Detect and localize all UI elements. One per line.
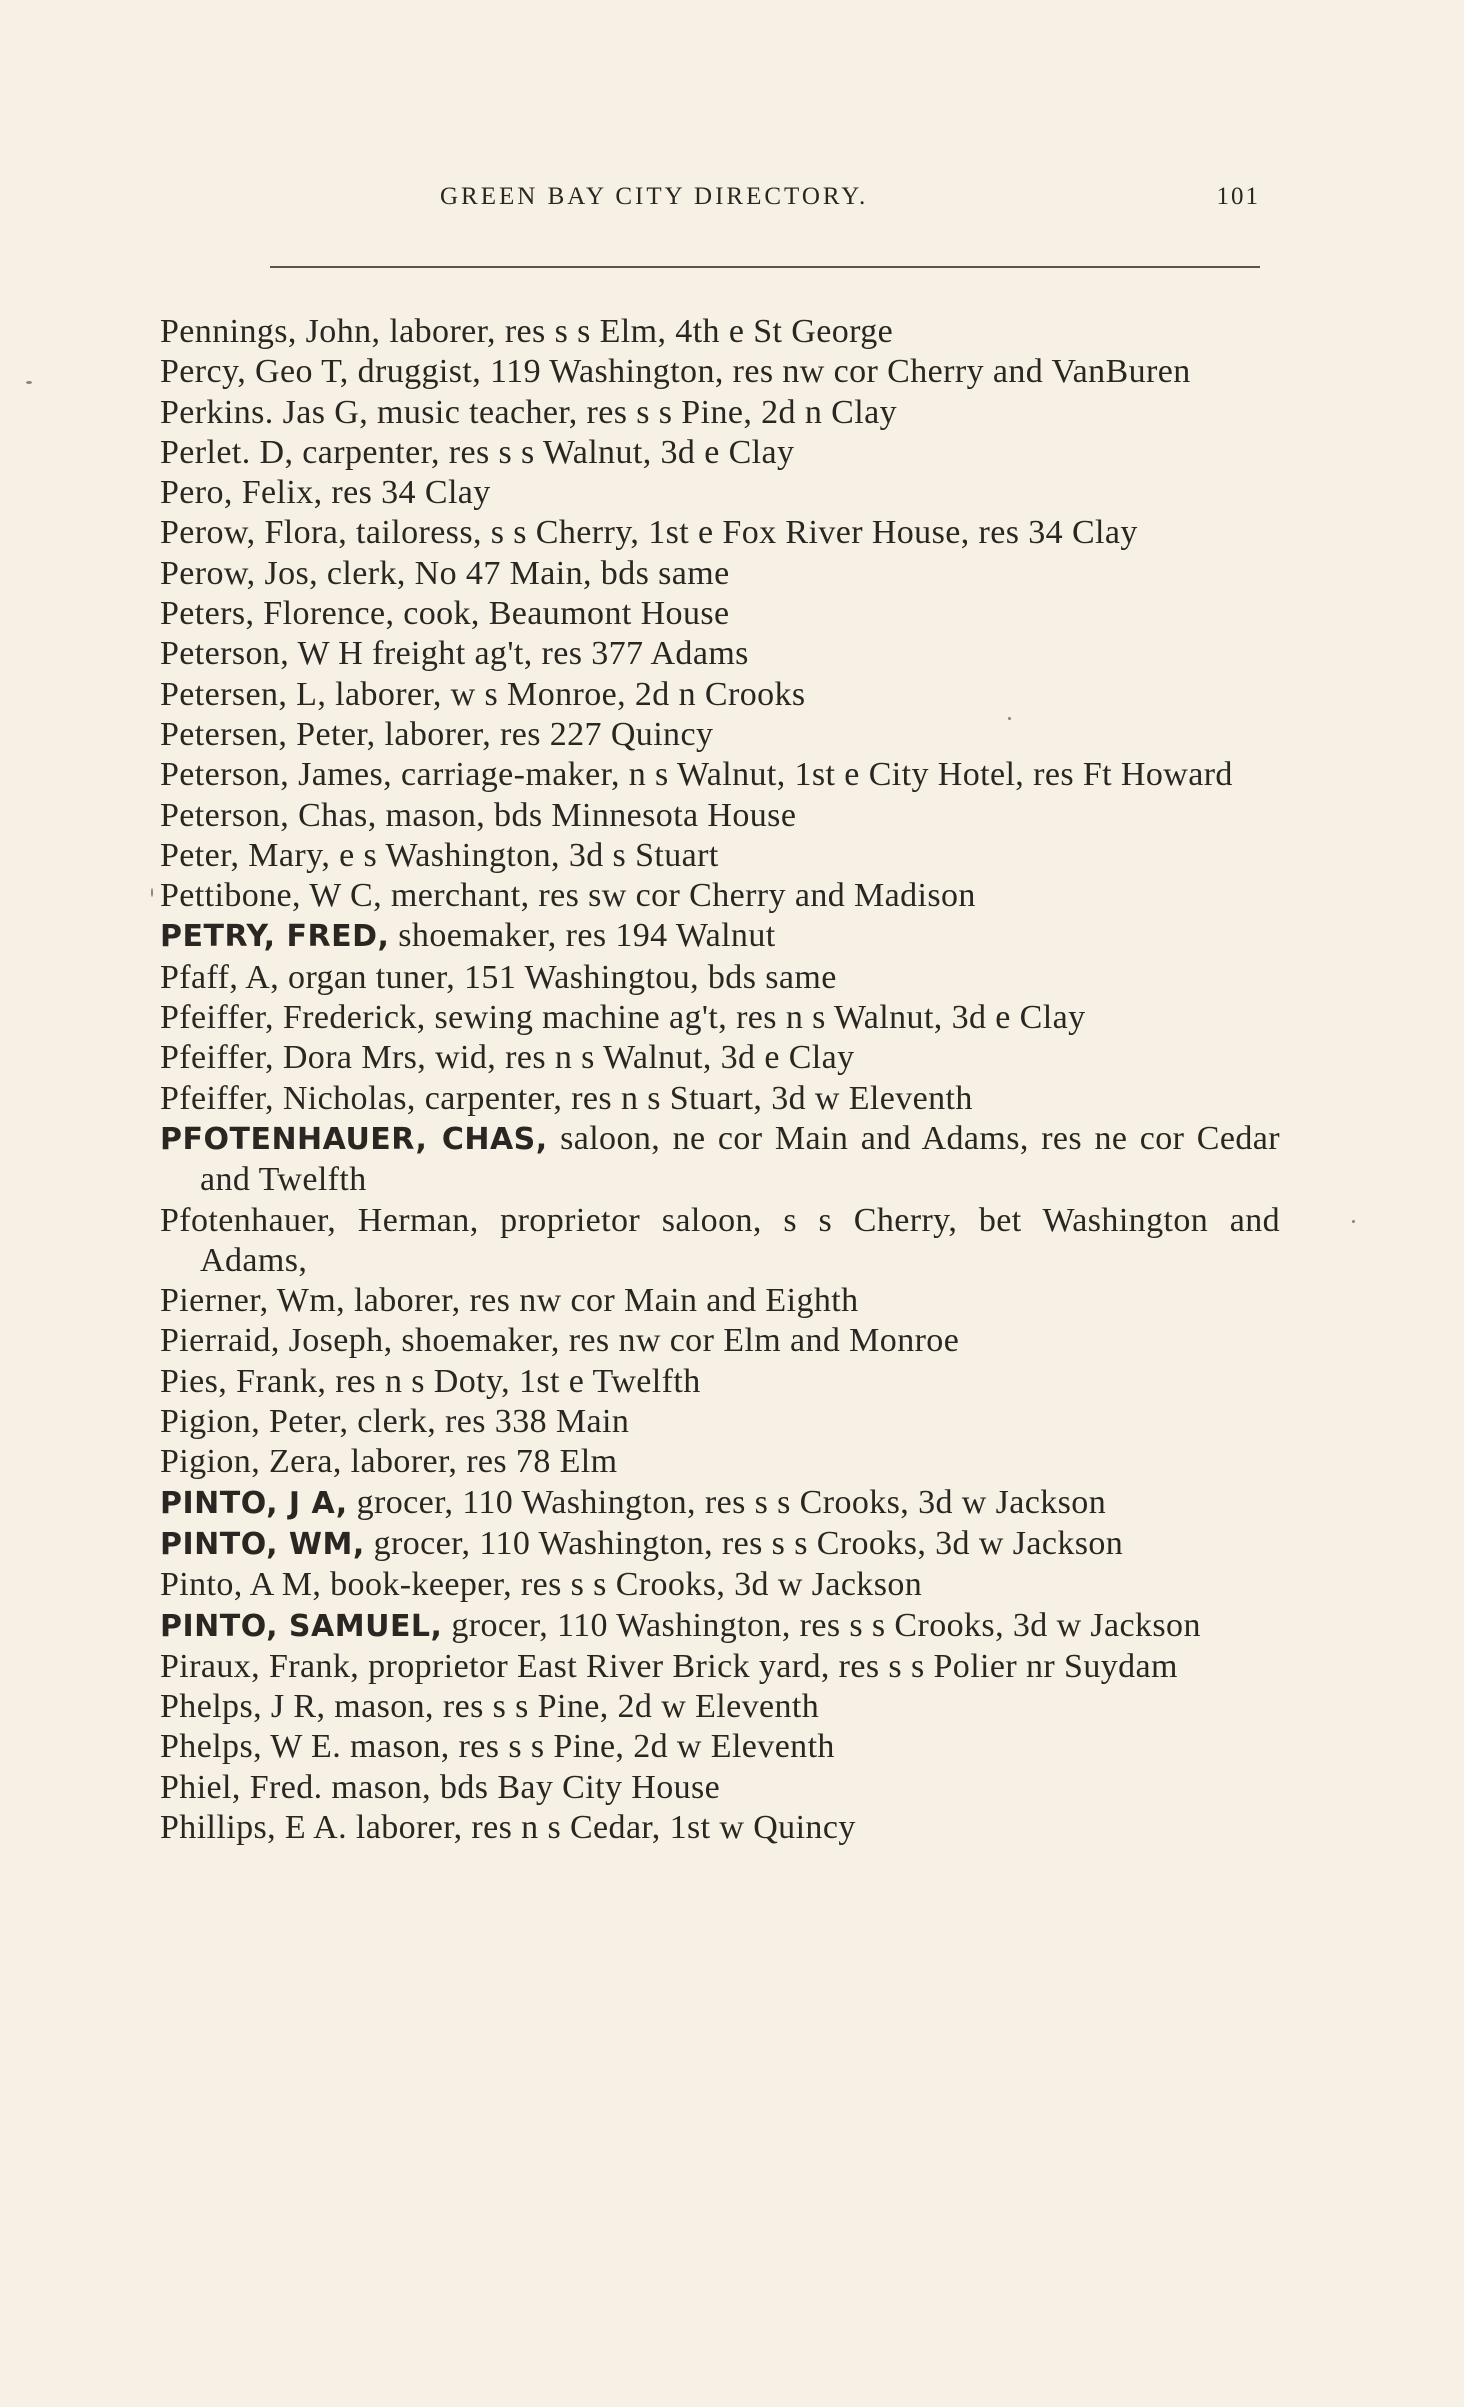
entry-detail: mason, bds Minnesota House bbox=[376, 796, 797, 834]
entry-detail: proprietor East River Brick yard, res s s Polier nr Suydam bbox=[359, 1647, 1178, 1685]
entry-detail: saloon, ne cor Main and Adams, res ne cor Cedar and Twelfth bbox=[200, 1119, 1280, 1199]
directory-entry bbox=[160, 312, 1280, 352]
directory-entry bbox=[160, 1038, 1280, 1078]
directory-entry bbox=[160, 715, 1280, 755]
entry-detail: grocer, 110 Washington, res s s Crooks, 3d w Jackson bbox=[364, 1524, 1124, 1562]
entry-name: Pigion, Peter, bbox=[160, 1403, 349, 1441]
entry-detail: laborer, res 78 Elm bbox=[341, 1443, 618, 1481]
directory-entry bbox=[160, 1565, 1280, 1605]
entry-name: Peter, Mary, bbox=[160, 836, 331, 874]
entry-detail: freight ag't, res 377 Adams bbox=[363, 635, 749, 673]
entry-name: Phelps, W E. bbox=[160, 1728, 342, 1766]
directory-listings bbox=[160, 312, 1280, 1848]
entry-name: Pinto, A M, bbox=[160, 1566, 322, 1604]
entry-detail: proprietor saloon, s s Cherry, bet Washington and Adams, bbox=[200, 1201, 1280, 1279]
entry-detail: clerk, No 47 Main, bds same bbox=[318, 554, 730, 592]
entry-name: Pfeiffer, Nicholas, bbox=[160, 1079, 416, 1117]
entry-name: Pero, Felix, bbox=[160, 474, 323, 512]
entry-detail: laborer, res nw cor Main and Eighth bbox=[345, 1282, 859, 1320]
entry-detail: mason, bds Bay City House bbox=[322, 1768, 721, 1806]
directory-entry bbox=[160, 1727, 1280, 1767]
entry-name: Perow, Flora, bbox=[160, 514, 348, 552]
directory-entry bbox=[160, 433, 1280, 473]
paper-speck bbox=[1008, 717, 1011, 720]
entry-name: Peters, Florence, bbox=[160, 595, 395, 633]
directory-entry bbox=[160, 836, 1280, 876]
directory-entry bbox=[160, 1524, 1280, 1565]
directory-entry bbox=[160, 876, 1280, 916]
entry-name: Petersen, L, bbox=[160, 675, 327, 713]
entry-name: Percy, Geo T, bbox=[160, 353, 349, 391]
entry-name: Petersen, Peter, bbox=[160, 715, 376, 753]
entry-name: Peterson, Chas, bbox=[160, 796, 377, 834]
directory-entry bbox=[160, 1442, 1280, 1482]
directory-entry bbox=[160, 473, 1280, 513]
directory-entry bbox=[160, 1362, 1280, 1402]
entry-name: Pennings, John, bbox=[160, 313, 381, 350]
directory-entry bbox=[160, 1402, 1280, 1442]
entry-detail: music teacher, res s s Pine, 2d n Clay bbox=[368, 393, 897, 431]
directory-entry bbox=[160, 1281, 1280, 1321]
directory-entry bbox=[160, 1079, 1280, 1119]
entry-detail: laborer, res 227 Quincy bbox=[375, 715, 714, 753]
directory-entry bbox=[160, 1808, 1280, 1848]
entry-name: Pfaff, A, bbox=[160, 958, 280, 996]
entry-name: Pfeiffer, Frederick, bbox=[160, 999, 426, 1037]
entry-detail: shoemaker, res 194 Walnut bbox=[389, 917, 776, 955]
directory-entry bbox=[160, 554, 1280, 594]
entry-detail: res n s Doty, 1st e Twelfth bbox=[326, 1362, 701, 1400]
entry-name: PINTO, J A, bbox=[160, 1485, 348, 1521]
entry-name: Pierraid, Joseph, bbox=[160, 1322, 393, 1360]
entry-detail: book-keeper, res s s Crooks, 3d w Jackson bbox=[321, 1566, 923, 1604]
entry-detail: laborer, res s s Elm, 4th e St George bbox=[380, 313, 894, 350]
directory-entry bbox=[160, 1647, 1280, 1687]
paper-speck bbox=[26, 381, 32, 384]
directory-entry bbox=[160, 352, 1280, 392]
entry-detail: carriage-maker, n s Walnut, 1st e City Hotel, res Ft Howard bbox=[392, 756, 1233, 794]
entry-detail: e s Washington, 3d s Stuart bbox=[330, 836, 719, 874]
directory-entry bbox=[160, 1768, 1280, 1808]
entry-detail: wid, res n s Walnut, 3d e Clay bbox=[426, 1039, 855, 1077]
directory-entry bbox=[160, 675, 1280, 715]
entry-name: Phillips, E A. bbox=[160, 1808, 347, 1846]
entry-name: PINTO, SAMUEL, bbox=[160, 1608, 443, 1644]
entry-detail: carpenter, res n s Stuart, 3d w Eleventh bbox=[415, 1079, 973, 1117]
paper-speck bbox=[1352, 1220, 1355, 1223]
entry-detail: mason, res s s Pine, 2d w Eleventh bbox=[325, 1688, 820, 1726]
entry-name: PETRY, FRED, bbox=[160, 919, 390, 955]
directory-entry bbox=[160, 1119, 1280, 1201]
running-title: GREEN BAY CITY DIRECTORY. bbox=[440, 183, 869, 210]
entry-name: PINTO, WM, bbox=[160, 1526, 365, 1562]
entry-name: Pies, Frank, bbox=[160, 1362, 327, 1400]
entry-detail: res 34 Clay bbox=[322, 474, 491, 512]
entry-name: Phiel, Fred. bbox=[160, 1768, 323, 1806]
entry-detail: druggist, 119 Washington, res nw cor Cherry and VanBuren bbox=[348, 353, 1191, 391]
entry-detail: tailoress, s s Cherry, 1st e Fox River House, res 34 Clay bbox=[347, 514, 1138, 552]
entry-detail: mason, res s s Pine, 2d w Eleventh bbox=[341, 1728, 835, 1766]
directory-entry bbox=[160, 916, 1280, 957]
directory-entry bbox=[160, 755, 1280, 795]
directory-entry bbox=[160, 796, 1280, 836]
entry-name: Pfotenhauer, Herman, bbox=[160, 1201, 479, 1239]
entry-name: Perlet. D, bbox=[160, 433, 294, 471]
directory-entry bbox=[160, 393, 1280, 433]
entry-name: Pigion, Zera, bbox=[160, 1443, 342, 1481]
entry-detail: shoemaker, res nw cor Elm and Monroe bbox=[392, 1322, 960, 1360]
entry-detail: grocer, 110 Washington, res s s Crooks, 3d w Jackson bbox=[442, 1606, 1201, 1644]
paper-speck bbox=[151, 888, 153, 897]
entry-name: Pierner, Wm, bbox=[160, 1282, 346, 1320]
entry-detail: merchant, res sw cor Cherry and Madison bbox=[381, 877, 976, 915]
entry-detail: organ tuner, 151 Washingtou, bds same bbox=[279, 958, 837, 996]
page-number: 101 bbox=[1216, 183, 1260, 210]
directory-entry bbox=[160, 513, 1280, 553]
directory-entry bbox=[160, 998, 1280, 1038]
header-rule bbox=[270, 266, 1260, 268]
entry-name: Perow, Jos, bbox=[160, 554, 319, 592]
entry-name: PFOTENHAUER, CHAS, bbox=[160, 1121, 548, 1157]
entry-name: Phelps, J R, bbox=[160, 1688, 326, 1726]
directory-entry bbox=[160, 958, 1280, 998]
entry-detail: laborer, res n s Cedar, 1st w Quincy bbox=[346, 1808, 856, 1846]
entry-detail: cook, Beaumont House bbox=[394, 595, 730, 633]
entry-name: Peterson, W H bbox=[160, 635, 364, 673]
entry-name: Perkins. Jas G, bbox=[160, 393, 369, 431]
entry-name: Peterson, James, bbox=[160, 756, 393, 794]
entry-name: Piraux, Frank, bbox=[160, 1647, 360, 1685]
entry-detail: clerk, res 338 Main bbox=[348, 1403, 630, 1441]
entry-detail: laborer, w s Monroe, 2d n Crooks bbox=[326, 675, 806, 713]
directory-entry bbox=[160, 594, 1280, 634]
directory-entry bbox=[160, 1321, 1280, 1361]
entry-name: Pettibone, W C, bbox=[160, 877, 382, 915]
entry-detail: carpenter, res s s Walnut, 3d e Clay bbox=[293, 433, 795, 471]
directory-entry bbox=[160, 1687, 1280, 1727]
entry-detail: grocer, 110 Washington, res s s Crooks, 3d w Jackson bbox=[347, 1483, 1107, 1521]
page-header bbox=[440, 183, 1260, 223]
directory-entry bbox=[160, 634, 1280, 674]
directory-entry bbox=[160, 1483, 1280, 1524]
entry-name: Pfeiffer, Dora Mrs, bbox=[160, 1039, 427, 1077]
entry-detail: sewing machine ag't, res n s Walnut, 3d e Clay bbox=[425, 999, 1086, 1037]
directory-entry bbox=[160, 1606, 1280, 1647]
directory-entry bbox=[160, 1201, 1280, 1282]
